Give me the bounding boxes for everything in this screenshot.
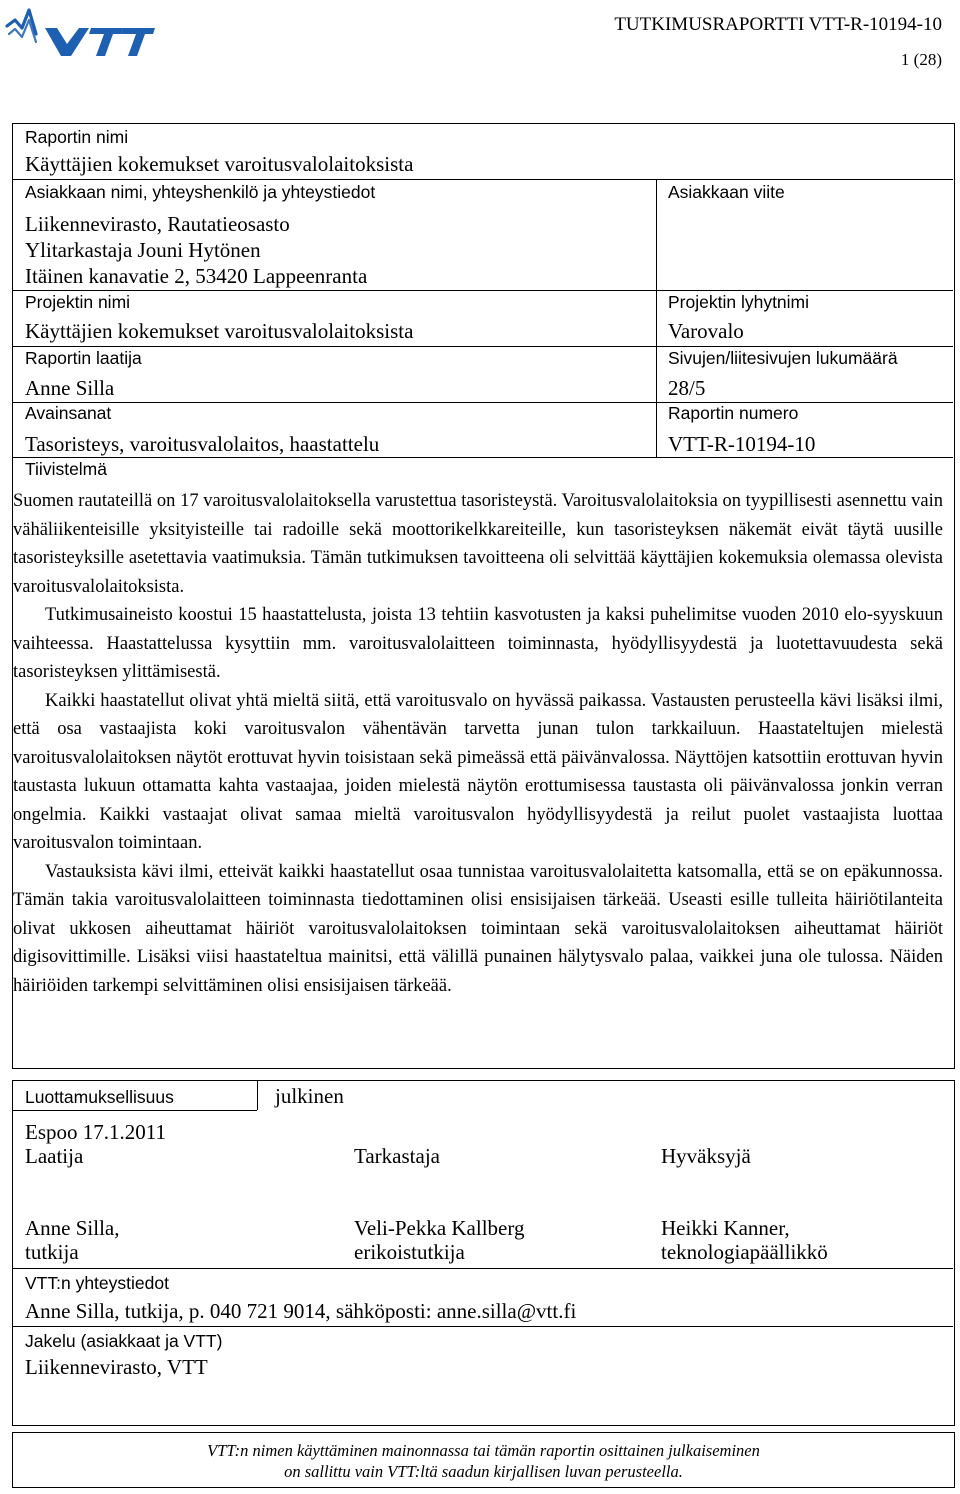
- row-divider: [13, 290, 953, 291]
- pages-label: Sivujen/liitesivujen lukumäärä: [668, 348, 898, 368]
- reviewer-title: erikoistutkija: [354, 1240, 465, 1264]
- row-divider: [13, 1268, 953, 1269]
- confidentiality-label: Luottamuksellisuus: [25, 1087, 174, 1107]
- report-number: VTT-R-10194-10: [668, 432, 816, 456]
- place-date: Espoo 17.1.2011: [25, 1120, 166, 1144]
- client-line: Ylitarkastaja Jouni Hytönen: [25, 238, 261, 262]
- footer-line: on sallittu vain VTT:ltä saadun kirjallisen luvan perusteella.: [284, 1462, 683, 1481]
- client-label: Asiakkaan nimi, yhteyshenkilö ja yhteystiedot: [25, 182, 376, 202]
- row-divider: [13, 402, 953, 403]
- footer-notice: [12, 1432, 955, 1488]
- approver-title: teknologiapäällikkö: [661, 1240, 828, 1264]
- row-divider: [13, 457, 953, 458]
- project-name-label: Projektin nimi: [25, 292, 131, 312]
- abstract-paragraph: Suomen rautateillä on 17 varoitusvalolaitoksella varustettua tasoristeystä. Varoitusvalolaitoksia on tyypillisesti asennettu vain vähäliikenteisille yksityisteille tai radoille sekä moottorikelkkareiteille, kun tasoristeyksen näkemät eivät täytä uusille tasoristeyksille asetettavia vaatimuksia. Tämän tutkimuksen tavoitteena oli selvittää käyttäjien kokemuksia olemassa olevista varoitusvalolaitoksista.: [13, 491, 943, 597]
- pages: 28/5: [668, 376, 706, 400]
- abstract-paragraph: Kaikki haastatellut olivat yhtä mieltä siitä, että varoitusvalo on hyvässä paikassa. Vastausten perusteella kävi lisäksi ilmi, että osa vastaajista koki varoitusvalon vähentävän tarvetta junan tulon tarkkailuun. Haastateltujen mielestä varoitusvalolaitoksen näytöt erottuvat hyvin toisistaan sekä pimeässä että päivänvalossa. Näyttöjen katsottiin erottuvan hyvin taustasta lukuun ottamatta kahta vastaajaa, joiden mielestä näytön erottumisessa taustasta oli päivänvalossa jonkin verran ongelmia. Kaikki vastaajat olivat samaa mieltä varoitusvalon hyödyllisyydestä ja reilut puolet vastaajista luottaa varoitusvalon toimintaan.: [13, 690, 943, 853]
- keywords-label: Avainsanat: [25, 403, 112, 423]
- client-line: Liikennevirasto, Rautatieosasto: [25, 212, 290, 236]
- report-name-label: Raportin nimi: [25, 127, 129, 147]
- report-id: TUTKIMUSRAPORTTI VTT-R-10194-10: [614, 14, 942, 35]
- page-number: 1 (28): [900, 50, 942, 69]
- row-divider: [13, 1326, 953, 1327]
- approver-name: Heikki Kanner,: [661, 1216, 790, 1240]
- contact-label: VTT:n yhteystiedot: [25, 1273, 169, 1293]
- abstract-paragraph: Vastauksista kävi ilmi, etteivät kaikki haastatellut osaa tunnistaa varoitusvalolaitetta katsomalla, että se on epäkunnossa. Tämän takia varoitusvalolaitteen toiminnasta tiedottaminen olisi ensisijaisen tärkeää. Useasti esille tulleita häiriötilanteita olivat ukkosen aiheuttamat häiriöt varoitusvalolaitoksen toimintaan sekä varoitusvalolaitoksen aiheuttamat häiriöt digisovittimille. Lisäksi viisi haastateltua mainitsi, että välillä punainen hälytysvalo palaa, vaikkei juna ole tulossa. Näiden häiriöiden tarkempi selvittäminen olisi ensisijaisen tärkeää.: [13, 861, 943, 996]
- row-divider: [13, 179, 953, 180]
- project-name: Käyttäjien kokemukset varoitusvalolaitoksista: [25, 319, 414, 343]
- keywords: Tasoristeys, varoitusvalolaitos, haastattelu: [25, 432, 380, 456]
- reviewer-name: Veli-Pekka Kallberg: [354, 1216, 525, 1240]
- author-title: tutkija: [25, 1240, 79, 1264]
- author-label: Raportin laatija: [25, 348, 142, 368]
- distribution: Liikennevirasto, VTT: [25, 1355, 208, 1379]
- row-divider: [13, 346, 953, 347]
- abstract-label: Tiivistelmä: [25, 459, 107, 479]
- abstract-text: [13, 487, 943, 1000]
- column-divider: [656, 179, 657, 457]
- report-name: Käyttäjien kokemukset varoitusvalolaitoksista: [25, 152, 414, 176]
- distribution-label: Jakelu (asiakkaat ja VTT): [25, 1331, 223, 1351]
- footer-line: VTT:n nimen käyttäminen mainonnassa tai tämän raportin osittainen julkaiseminen: [207, 1441, 760, 1460]
- client-ref-label: Asiakkaan viite: [668, 182, 785, 202]
- cell-divider: [13, 1110, 257, 1111]
- reviewer-role-label: Tarkastaja: [354, 1144, 440, 1168]
- cell-divider: [257, 1081, 258, 1110]
- project-short-label: Projektin lyhytnimi: [668, 292, 810, 312]
- vtt-logo: [5, 4, 155, 60]
- project-short: Varovalo: [668, 319, 744, 343]
- report-number-label: Raportin numero: [668, 403, 799, 423]
- approver-role-label: Hyväksyjä: [661, 1144, 751, 1168]
- abstract-paragraph: Tutkimusaineisto koostui 15 haastattelusta, joista 13 tehtiin kasvotusten ja kaksi puhelimitse vuoden 2010 elo-syyskuun vaihteessa. Haastattelussa kysyttiin mm. varoitusvalolaitteen toiminnasta, hyödyllisyydestä ja luotettavuudesta sekä tasoristeyksen ylittämisestä.: [13, 605, 943, 682]
- author-role-label: Laatija: [25, 1144, 84, 1168]
- contact-info: Anne Silla, tutkija, p. 040 721 9014, sähköposti: anne.silla@vtt.fi: [25, 1299, 577, 1323]
- client-line: Itäinen kanavatie 2, 53420 Lappeenranta: [25, 264, 368, 288]
- confidentiality-value: julkinen: [275, 1084, 344, 1108]
- approval-section: [12, 1080, 955, 1426]
- author-name: Anne Silla,: [25, 1216, 120, 1240]
- author: Anne Silla: [25, 376, 115, 400]
